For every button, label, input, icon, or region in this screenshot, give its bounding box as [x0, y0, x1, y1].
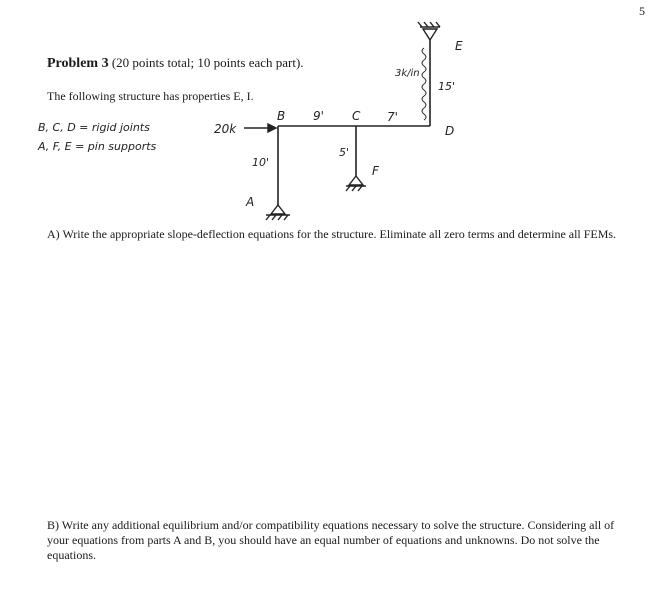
- intro-text: The following structure has properties E, I.: [47, 89, 254, 103]
- spring-label: 3k/in: [395, 68, 420, 79]
- label-f: F: [372, 164, 379, 178]
- dim-bc: 9': [313, 109, 324, 123]
- dim-ab: 10': [252, 156, 270, 169]
- label-b: B: [277, 109, 286, 123]
- load-label: 20k: [214, 122, 237, 136]
- part-a-text: A) Write the appropriate slope-deflection equations for the structure. Eliminate all zero terms and determine all FEMs.: [47, 227, 617, 241]
- spring-symbol: [422, 48, 426, 120]
- label-e: E: [455, 39, 463, 53]
- dim-de: 15': [438, 80, 456, 93]
- dim-cf: 5': [339, 146, 350, 159]
- note-rigid-joints: B, C, D = rigid joints: [38, 121, 150, 134]
- note-pin-supports: A, F, E = pin supports: [38, 140, 157, 153]
- pin-support-e: [418, 22, 440, 40]
- label-a: A: [246, 195, 255, 209]
- pin-support-f: [346, 176, 366, 191]
- dim-cd: 7': [387, 110, 398, 124]
- problem-label: Problem 3: [47, 56, 109, 71]
- pin-support-a: [266, 205, 290, 220]
- problem-points: (20 points total; 10 points each part).: [111, 55, 304, 70]
- part-b-text: B) Write any additional equilibrium and/or compatibility equations necessary to solve the structure. Considering all of your equations from parts A and B, you should have an equal number of equations and unknowns. Do not solve the equations.: [47, 518, 615, 562]
- page-number: 5: [639, 4, 645, 18]
- label-c: C: [352, 109, 361, 123]
- label-d: D: [445, 124, 455, 138]
- load-arrow: [244, 124, 276, 132]
